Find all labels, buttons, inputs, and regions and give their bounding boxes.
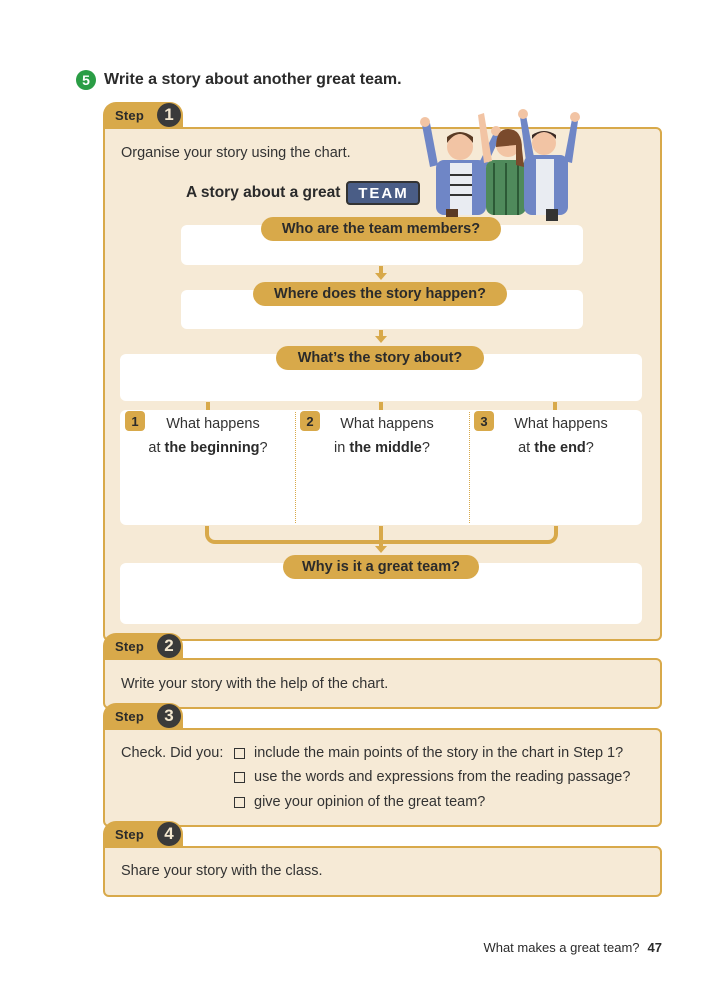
team-badge: TEAM <box>346 181 420 205</box>
checklist-item[interactable] <box>234 794 485 810</box>
beginning-line2: at the beginning? <box>148 440 268 456</box>
step-1-number: 1 <box>157 103 181 127</box>
checkbox[interactable] <box>234 797 245 808</box>
end-number: 3 <box>474 411 494 431</box>
end-prompt[interactable] <box>484 412 628 460</box>
checklist-item[interactable] <box>234 745 623 761</box>
beginning-line1: What happens <box>166 416 260 432</box>
exercise-heading <box>76 70 402 90</box>
members-question: Who are the team members? <box>261 217 501 241</box>
column-divider <box>469 412 470 523</box>
down-arrow-icon <box>375 336 387 343</box>
chart-title <box>186 181 420 205</box>
beginning-prompt[interactable] <box>136 412 280 460</box>
checkbox[interactable] <box>234 772 245 783</box>
middle-line1: What happens <box>340 416 434 432</box>
step-2-number: 2 <box>157 634 181 658</box>
step-1-instruction: Organise your story using the chart. <box>121 145 351 161</box>
step-3-prompt: Check. Did you: <box>121 745 224 761</box>
checklist-item-text: give your opinion of the great team? <box>254 794 486 810</box>
page-number: 47 <box>647 940 662 955</box>
why-question: Why is it a great team? <box>283 555 479 579</box>
step-3-number: 3 <box>157 704 181 728</box>
exercise-number: 5 <box>76 70 96 90</box>
middle-line2: in the middle? <box>334 440 430 456</box>
step-4-instruction: Share your story with the class. <box>121 863 323 879</box>
step-label: Step <box>115 638 144 654</box>
connector-line <box>379 526 383 548</box>
step-2-instruction: Write your story with the help of the chart. <box>121 676 389 692</box>
down-arrow-icon <box>375 273 387 280</box>
step-4-number: 4 <box>157 822 181 846</box>
step-label: Step <box>115 708 144 724</box>
exercise-title: Write a story about another great team. <box>104 71 402 88</box>
step-4-tab <box>103 821 183 847</box>
chart-title-text: A story about a great <box>186 184 341 201</box>
about-question: What’s the story about? <box>276 346 484 370</box>
page-footer <box>483 940 662 955</box>
beginning-number: 1 <box>125 411 145 431</box>
checklist-item[interactable] <box>234 769 630 785</box>
column-divider <box>295 412 296 523</box>
where-question: Where does the story happen? <box>253 282 507 306</box>
checklist-item-text: include the main points of the story in the chart in Step 1? <box>254 745 624 761</box>
step-1-tab <box>103 102 183 128</box>
middle-number: 2 <box>300 411 320 431</box>
checkbox[interactable] <box>234 748 245 759</box>
down-arrow-icon <box>375 546 387 553</box>
unit-title: What makes a great team? <box>483 940 640 955</box>
step-3-tab <box>103 703 183 729</box>
end-line1: What happens <box>514 416 608 432</box>
end-line2: at the end? <box>518 440 594 456</box>
middle-prompt[interactable] <box>310 412 454 460</box>
checklist-item-text: use the words and expressions from the reading passage? <box>254 769 631 785</box>
step-label: Step <box>115 107 144 123</box>
step-label: Step <box>115 826 144 842</box>
cheering-team-illustration <box>416 105 582 225</box>
step-2-tab <box>103 633 183 659</box>
